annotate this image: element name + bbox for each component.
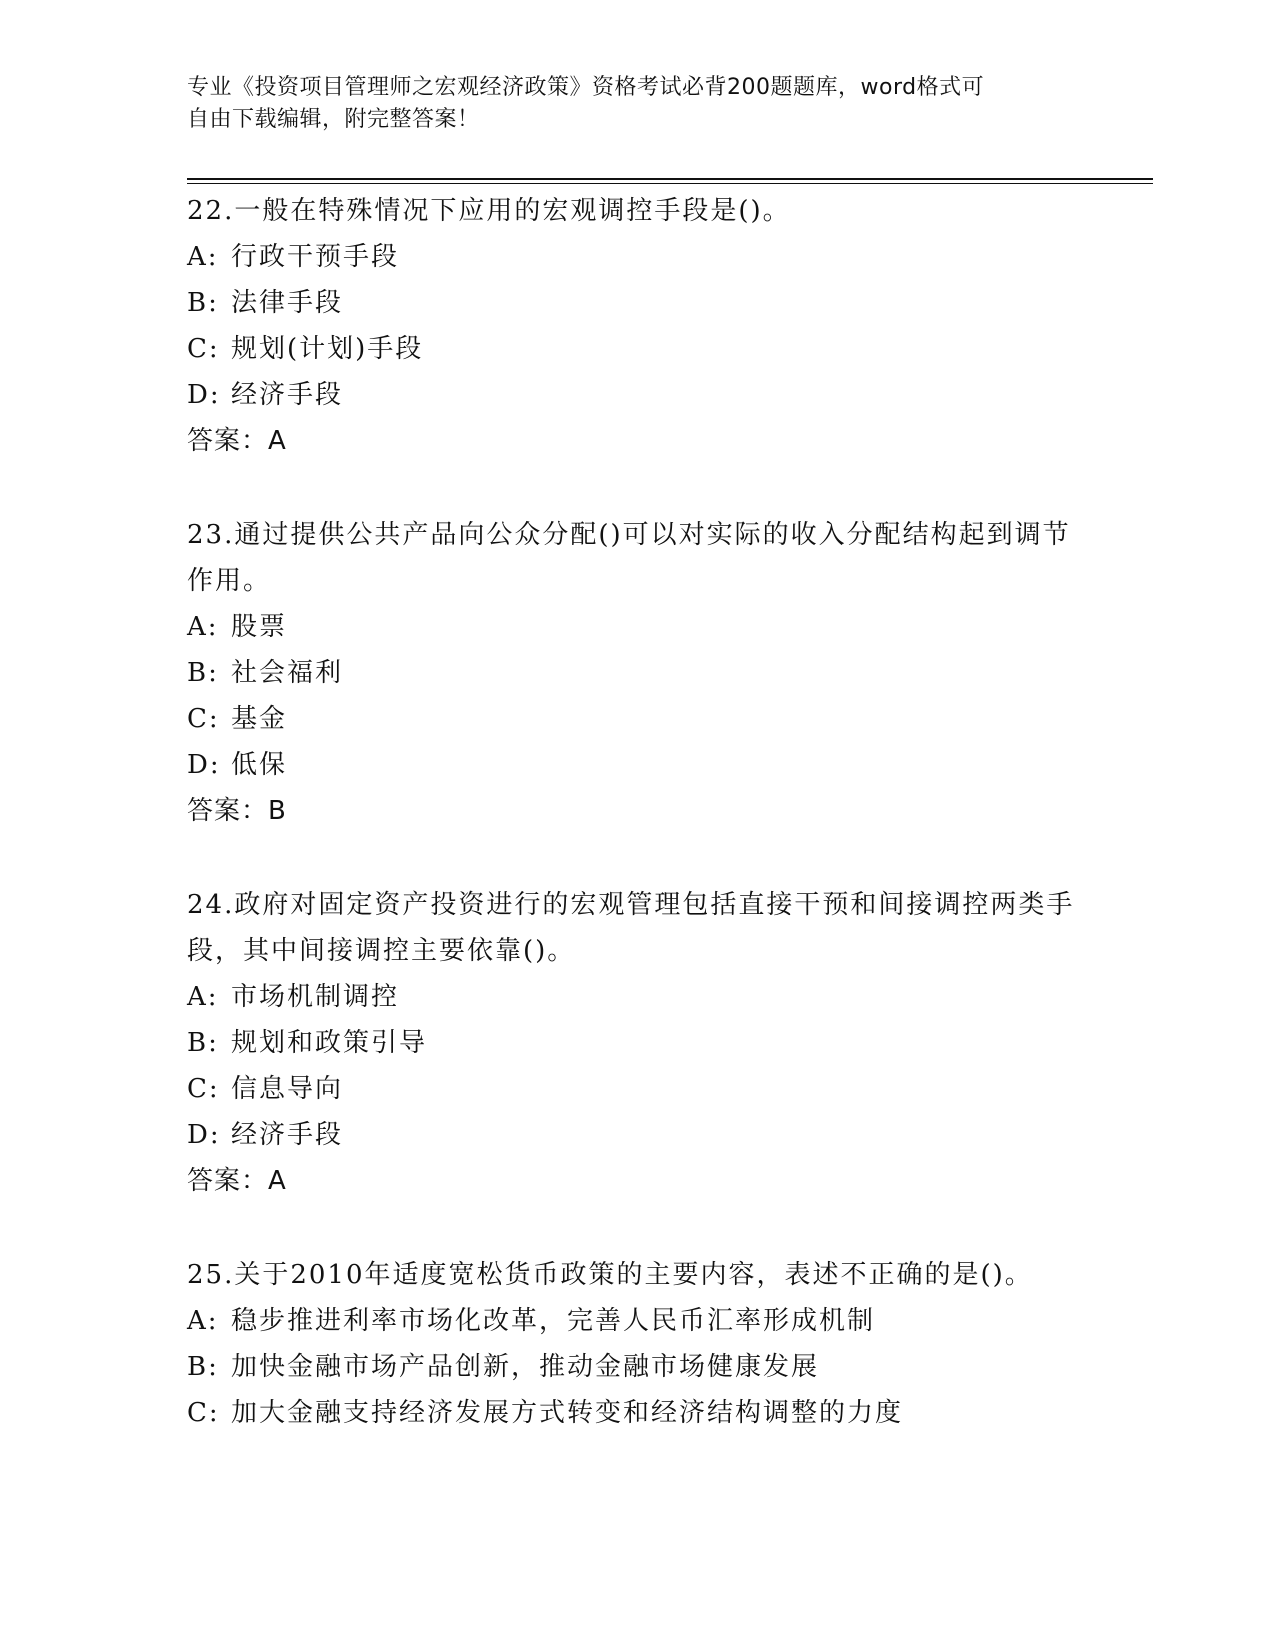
question-text: 22.一般在特殊情况下应用的宏观调控手段是()。 [187, 196, 791, 226]
option-d [187, 372, 1087, 418]
option-letter: C: [187, 1074, 220, 1104]
document-header [187, 72, 1067, 136]
option-text: 经济手段 [231, 380, 344, 410]
option-letter: B: [187, 1028, 219, 1058]
option-b [187, 650, 1087, 696]
header-divider-thin [187, 183, 1153, 184]
answer-line: 答案：A [187, 1166, 287, 1196]
question-23 [187, 512, 1087, 834]
option-text: 信息导向 [231, 1074, 344, 1104]
option-a [187, 1298, 1087, 1344]
option-text: 行政干预手段 [231, 242, 400, 272]
option-text: 法律手段 [231, 288, 344, 318]
option-d [187, 1112, 1087, 1158]
answer-line: 答案：A [187, 426, 287, 456]
option-letter: A: [187, 242, 219, 272]
option-letter: D: [187, 1120, 221, 1150]
header-divider-thick [187, 178, 1153, 180]
question-24 [187, 882, 1087, 1204]
option-text: 社会福利 [231, 658, 344, 688]
option-letter: C: [187, 1398, 220, 1428]
option-letter: A: [187, 982, 219, 1012]
option-letter: D: [187, 750, 221, 780]
option-text: 低保 [231, 750, 288, 780]
option-letter: B: [187, 288, 219, 318]
option-b [187, 280, 1087, 326]
option-c [187, 1390, 1087, 1436]
answer-line: 答案：B [187, 796, 287, 826]
option-letter: C: [187, 704, 220, 734]
option-text: 股票 [231, 612, 288, 642]
option-text: 基金 [231, 704, 288, 734]
question-22 [187, 188, 1087, 464]
option-letter: C: [187, 334, 220, 364]
option-c [187, 1066, 1087, 1112]
option-text: 市场机制调控 [231, 982, 400, 1012]
option-text: 加大金融支持经济发展方式转变和经济结构调整的力度 [231, 1398, 904, 1428]
option-text: 规划(计划)手段 [231, 334, 424, 364]
option-a [187, 234, 1087, 280]
question-text: 23.通过提供公共产品向公众分配()可以对实际的收入分配结构起到调节作用。 [187, 520, 1071, 596]
question-list [187, 188, 1087, 1484]
option-text: 稳步推进利率市场化改革，完善人民币汇率形成机制 [231, 1306, 876, 1336]
header-line-2: 自由下载编辑，附完整答案！ [187, 107, 480, 132]
option-text: 规划和政策引导 [231, 1028, 428, 1058]
option-text: 经济手段 [231, 1120, 344, 1150]
question-text: 24.政府对固定资产投资进行的宏观管理包括直接干预和间接调控两类手段，其中间接调控主要依靠()。 [187, 890, 1075, 966]
option-a [187, 604, 1087, 650]
option-letter: B: [187, 658, 219, 688]
header-line-1: 专业《投资项目管理师之宏观经济政策》资格考试必背200题题库，word格式可 [187, 75, 985, 100]
option-letter: A: [187, 1306, 219, 1336]
option-b [187, 1344, 1087, 1390]
option-text: 加快金融市场产品创新，推动金融市场健康发展 [231, 1352, 820, 1382]
option-d [187, 742, 1087, 788]
question-25 [187, 1252, 1087, 1436]
option-b [187, 1020, 1087, 1066]
option-c [187, 696, 1087, 742]
option-c [187, 326, 1087, 372]
option-a [187, 974, 1087, 1020]
option-letter: D: [187, 380, 221, 410]
option-letter: A: [187, 612, 219, 642]
option-letter: B: [187, 1352, 219, 1382]
question-text: 25.关于2010年适度宽松货币政策的主要内容，表述不正确的是()。 [187, 1260, 1033, 1290]
